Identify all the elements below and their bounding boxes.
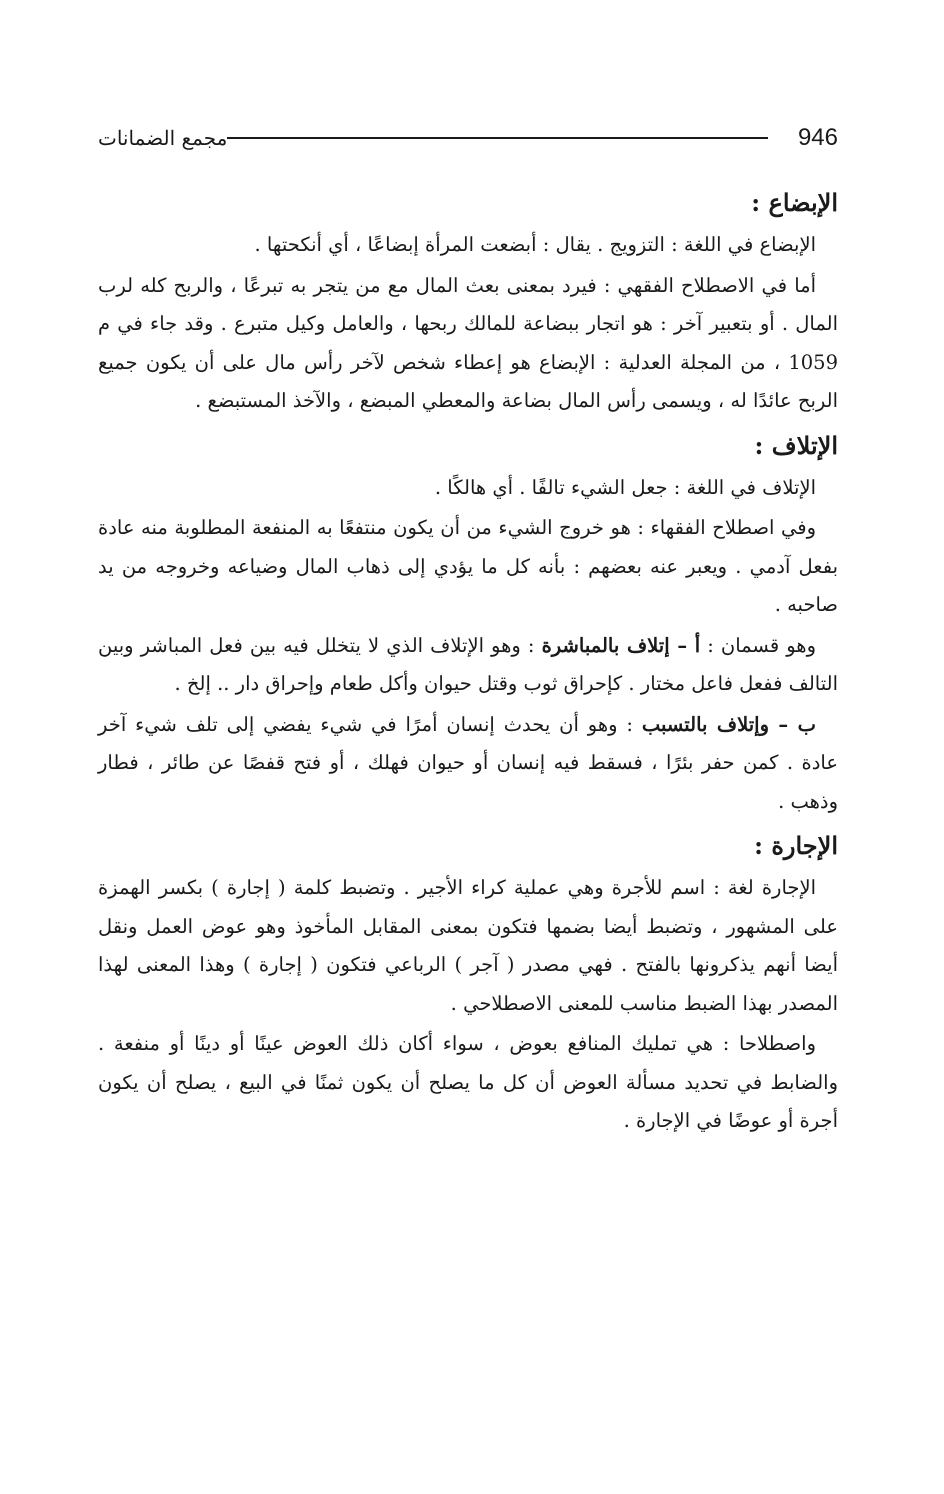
division-body-causation: : وهو أن يحدث إنسان أمرًا في شيء يفضي إلى تلف شيء آخر عادة . كمن حفر بئرًا ، فسقط فيه إنسان أو حيوان فهلك ، أو فتح قفصًا عن طائر ، فطار وذهب . [98, 712, 838, 813]
book-page [98, 118, 838, 1143]
paragraph-itlaf-term: وفي اصطلاح الفقهاء : هو خروج الشيء من أن يكون منتفعًا به المنفعة المطلوبة منه عادة بفعل آدمي . ويعبر عنه بعضهم : بأنه كل ما يؤدي إلى ذهاب المال وضياعه وخروجه من يد صاحبه . [98, 516, 838, 616]
paragraph-ijara-term: واصطلاحا : هي تمليك المنافع بعوض ، سواء أكان ذلك العوض عينًا أو دينًا أو منفعة . والضابط في تحديد مسألة العوض أن كل ما يصلح أن يكون ثمنًا في البيع ، يصلح أن يكون أجرة أو عوضًا في الإجارة . [98, 1032, 838, 1132]
paragraph-ibda-term: أما في الاصطلاح الفقهي : فيرد بمعنى بعث المال مع من يتجر به تبرعًا ، والربح كله لرب المال . أو بتعبير آخر : هو اتجار ببضاعة للمالك ربحها ، والعامل وكيل متبرع . وقد جاء في م 1059 ، من المجلة العدلية : الإبضاع هو إعطاء شخص لآخر رأس مال على أن يكون جميع الربح عائدًا له ، ويسمى رأس المال بضاعة والمعطي المبضع ، والآخذ المستبضع . [98, 273, 838, 412]
paragraph-ijara-language: الإجارة لغة : اسم للأجرة وهي عملية كراء الأجير . وتضبط كلمة ( إجارة ) بكسر الهمزة على المشهور ، وتضبط أيضا بضمها فتكون بمعنى المقابل المأخوذ وهو عوض العمل ونقل أيضا أنهم يذكرونها بالفتح . فهي مصدر ( آجر ) الرباعي فتكون ( إجارة ) وهذا المعنى لهذا المصدر بهذا الضبط مناسب للمعنى الاصطلاحي . [98, 876, 838, 1015]
division-lead: وهو قسمان : [700, 633, 816, 657]
division-title-direct: أ – إتلاف بالمباشرة [541, 633, 701, 657]
header-rule [227, 137, 768, 139]
paragraph-ibda-language: الإبضاع في اللغة : التزويج . يقال : أبضعت المرأة إبضاعًا ، أي أنكحتها . [254, 233, 816, 256]
paragraph-itlaf-direct [98, 627, 838, 704]
paragraph-itlaf-causation [98, 706, 838, 822]
entry-title-ibda: الإبضاع : [751, 188, 838, 217]
running-head [98, 118, 838, 158]
book-title: مجمع الضمانات [98, 126, 228, 150]
division-body-direct: : وهو الإتلاف الذي لا يتخلل فيه بين فعل المباشر وبين التالف ففعل فاعل مختار . كإحراق ثوب وقتل حيوان وأكل طعام وإحراق دار .. إلخ . [98, 633, 838, 695]
entry-title-ijara: الإجارة : [754, 831, 838, 860]
division-title-causation: ب – وإتلاف بالتسبب [641, 712, 816, 736]
page-number: 946 [797, 124, 838, 151]
entry-title-itlaf: الإتلاف : [754, 430, 838, 460]
paragraph-itlaf-language: الإتلاف في اللغة : جعل الشيء تالفًا . أي هالكًا . [434, 475, 816, 499]
